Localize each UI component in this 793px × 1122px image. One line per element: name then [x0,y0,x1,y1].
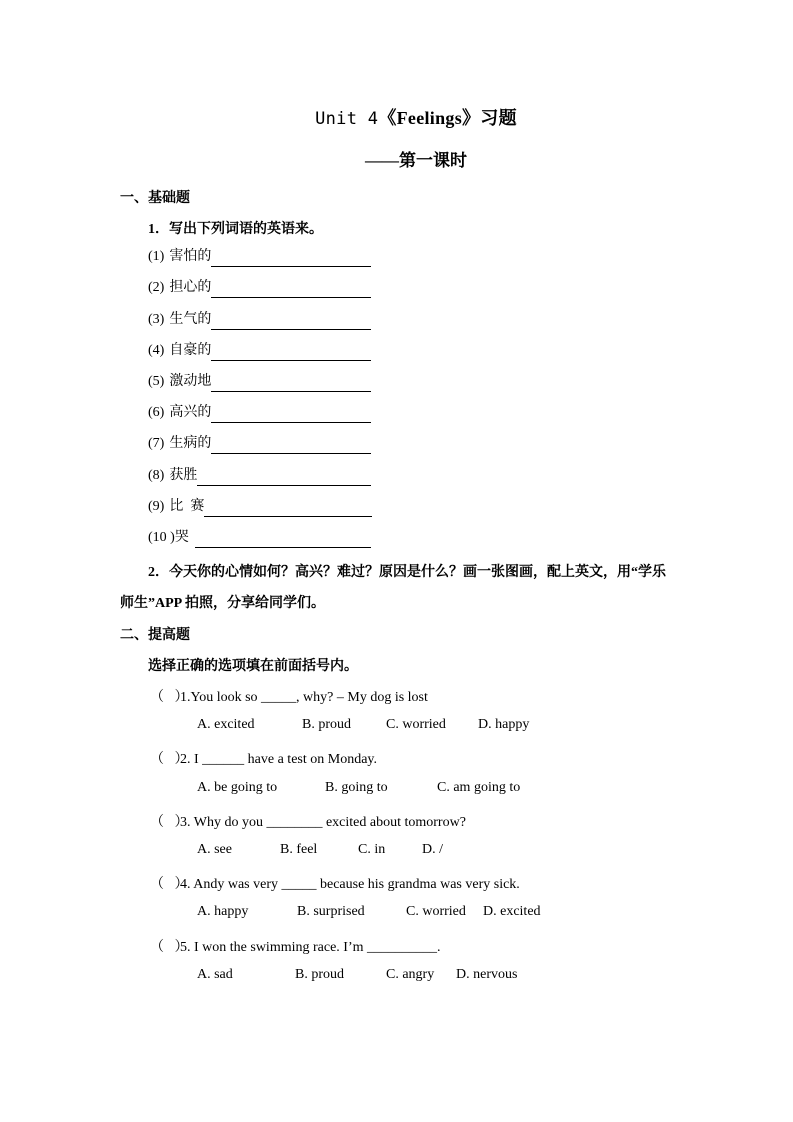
page-subtitle: ——第一课时 [365,151,467,170]
option-b: B. proud [295,967,344,982]
title-rest: 《Feelings》习题 [378,108,517,128]
section-heading-basic: 一、基础题 [120,191,190,206]
option-a: A. be going to [197,780,278,795]
vocab-item [148,247,371,267]
question-stem: 4. Andy was very _____ because his grandma was very sick. [180,877,520,892]
vocab-number: (8) [148,468,165,483]
section2-instruction: 选择正确的选项填在前面括号内。 [148,659,358,674]
answer-blank[interactable] [211,346,371,361]
option-d: D. nervous [456,967,518,982]
vocab-number: (2) [148,280,165,295]
question-5 [150,936,441,956]
vocab-word: 比 赛 [169,499,205,514]
option-c: C. angry [386,967,435,982]
option-b: B. proud [302,717,351,732]
title-unit: Unit 4 [315,109,379,129]
vocab-item [148,278,371,298]
vocab-item [148,341,371,361]
answer-blank[interactable] [195,533,371,548]
vocab-number: (3) [148,312,165,327]
vocab-number: (9) [148,499,165,514]
section-heading-advanced: 二、提高题 [120,628,190,643]
question-1 [150,686,428,706]
vocab-number: (1) [148,249,165,264]
option-d: D. happy [478,717,530,732]
vocab-word: 哭 [174,530,189,545]
question-2 [150,748,377,768]
vocab-item [148,434,371,454]
task2-line1: 2．今天你的心情如何？高兴？难过？原因是什么？画一张图画，配上英文，用“学乐 [148,565,666,580]
vocab-item [148,403,371,423]
vocab-number: (10 ) [148,530,175,545]
option-d: D. excited [483,904,541,919]
vocab-item [148,372,371,392]
answer-paren[interactable]: （ ） [150,752,189,767]
answer-paren[interactable]: （ ） [150,815,189,830]
answer-blank[interactable] [204,502,372,517]
option-d: D. / [422,842,443,857]
option-a: A. happy [197,904,249,919]
option-b: B. feel [280,842,318,857]
answer-blank[interactable] [211,377,371,392]
answer-paren[interactable]: （ ） [150,940,189,955]
answer-blank[interactable] [211,439,371,454]
answer-paren[interactable]: （ ） [150,690,189,705]
answer-blank[interactable] [197,471,371,486]
question-stem: 1.You look so _____, why? – My dog is lost [180,690,428,705]
vocab-word: 激动地 [169,374,212,389]
question-3 [150,811,466,831]
question-stem: 2. I ______ have a test on Monday. [180,752,377,767]
task1-prompt: 1．写出下列词语的英语来。 [148,222,323,237]
answer-paren[interactable]: （ ） [150,877,189,892]
page-title [0,104,793,130]
answer-blank[interactable] [211,252,371,267]
vocab-item [148,310,371,330]
vocab-word: 生病的 [169,436,212,451]
vocab-word: 害怕的 [169,249,212,264]
vocab-item [148,528,371,548]
vocab-word: 担心的 [169,280,212,295]
option-a: A. see [197,842,232,857]
vocab-word: 自豪的 [169,343,212,358]
vocab-word: 生气的 [169,312,212,327]
option-b: B. going to [325,780,388,795]
vocab-item [148,466,371,486]
answer-blank[interactable] [211,315,371,330]
vocab-number: (5) [148,374,165,389]
vocab-number: (6) [148,405,165,420]
answer-blank[interactable] [211,408,371,423]
option-a: A. sad [197,967,233,982]
vocab-number: (7) [148,436,165,451]
question-4 [150,873,520,893]
question-stem: 5. I won the swimming race. I’m __________. [180,940,441,955]
vocab-word: 高兴的 [169,405,212,420]
task2-line2: 师生”APP 拍照，分享给同学们。 [120,596,325,611]
vocab-word: 获胜 [169,468,198,483]
option-b: B. surprised [297,904,365,919]
option-c: C. worried [406,904,466,919]
answer-blank[interactable] [211,283,371,298]
vocab-number: (4) [148,343,165,358]
vocab-item [148,497,372,517]
option-c: C. am going to [437,780,521,795]
option-c: C. in [358,842,386,857]
option-c: C. worried [386,717,446,732]
option-a: A. excited [197,717,255,732]
question-stem: 3. Why do you ________ excited about tomorrow? [180,815,466,830]
